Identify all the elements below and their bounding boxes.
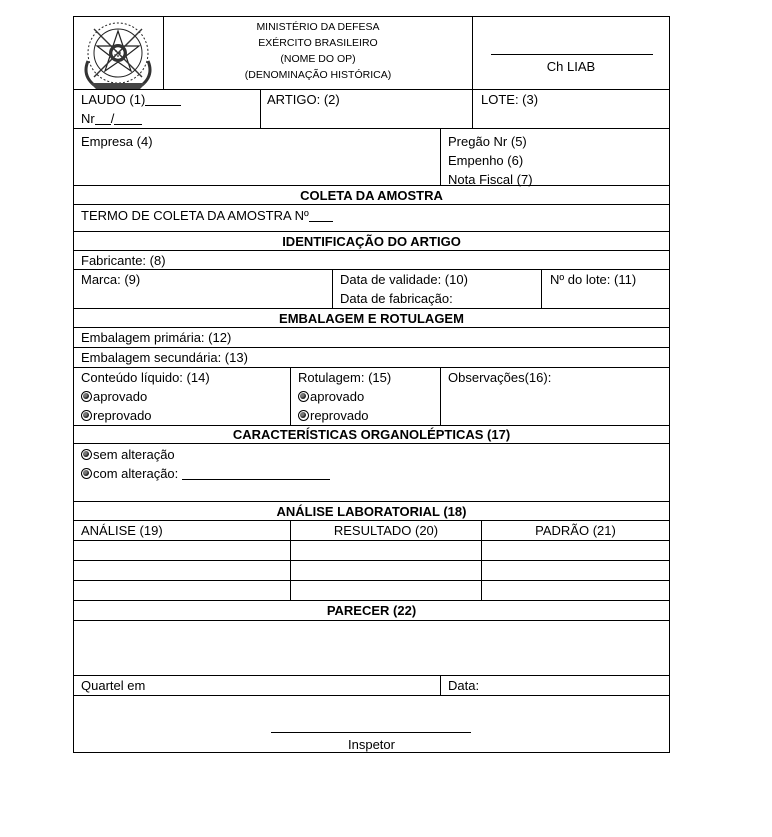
inspetor-row xyxy=(73,696,670,753)
com-alteracao-label: com alteração: xyxy=(93,466,179,481)
coleta-heading-row xyxy=(73,186,670,205)
analise-cell[interactable] xyxy=(74,541,290,560)
empresa-cell: Empresa (4) xyxy=(81,134,153,149)
datas-cell xyxy=(332,270,541,308)
padrao-col-header: PADRÃO (21) xyxy=(481,521,669,540)
organolepticas-cell xyxy=(74,444,669,501)
sem-alteracao-radio[interactable] xyxy=(81,449,92,460)
signature-line xyxy=(491,54,653,55)
rotulagem-aprovado-radio[interactable] xyxy=(298,391,309,402)
padrao-cell[interactable] xyxy=(481,541,669,560)
conteudo-reprovado-radio[interactable] xyxy=(81,410,92,421)
conteudo-aprovado-label: aprovado xyxy=(93,389,148,404)
form-header xyxy=(73,16,670,90)
quartel-em-label: Quartel em xyxy=(81,678,146,693)
rotulagem-label: Rotulagem: (15) xyxy=(298,370,392,385)
sem-alteracao-label: sem alteração xyxy=(93,447,175,462)
embalagem-primaria-row xyxy=(73,328,670,348)
resultado-cell[interactable] xyxy=(290,541,481,560)
analise-heading: ANÁLISE LABORATORIAL (18) xyxy=(276,504,467,519)
conteudo-reprovado-label: reprovado xyxy=(93,408,152,423)
analise-heading-row xyxy=(73,502,670,521)
embalagem-primaria-label: Embalagem primária: (12) xyxy=(81,330,232,345)
parecer-heading: PARECER (22) xyxy=(326,603,417,618)
laudo-nr-label: Nr xyxy=(81,111,95,126)
inspetor-label: Inspetor xyxy=(348,737,395,752)
nota-fiscal-label: Nota Fiscal (7) xyxy=(448,172,533,187)
laudo-nr-separator: / xyxy=(110,111,115,126)
laudo-number-blank[interactable] xyxy=(145,92,181,106)
org-line-denominacao: (DENOMINAÇÃO HISTÓRICA) xyxy=(244,69,392,81)
quartel-row xyxy=(73,676,670,696)
resultado-cell[interactable] xyxy=(290,581,481,600)
table-row xyxy=(73,561,670,581)
analise-col-header: ANÁLISE (19) xyxy=(81,523,163,538)
coat-of-arms-icon xyxy=(74,17,163,89)
signature-block xyxy=(472,17,669,89)
marca-row xyxy=(73,270,670,309)
laudo-year-blank[interactable] xyxy=(114,111,142,125)
org-line-exercito: EXÉRCITO BRASILEIRO xyxy=(258,37,378,49)
parecer-heading-row xyxy=(73,601,670,621)
conteudo-liquido-label: Conteúdo líquido: (14) xyxy=(81,370,210,385)
pregao-label: Pregão Nr (5) xyxy=(448,134,527,149)
conteudo-rotulagem-row xyxy=(73,368,670,426)
resultado-col-header: RESULTADO (20) xyxy=(290,521,481,540)
lote-cell: LOTE: (3) xyxy=(472,90,669,128)
numero-lote-label: Nº do lote: (11) xyxy=(541,270,669,308)
identificacao-heading-row xyxy=(73,232,670,251)
table-row xyxy=(73,581,670,601)
empenho-label: Empenho (6) xyxy=(448,153,524,168)
rotulagem-cell xyxy=(290,368,440,425)
embalagem-secundaria-row xyxy=(73,348,670,368)
com-alteracao-blank[interactable] xyxy=(182,466,330,480)
laudo-nr-blank[interactable] xyxy=(95,111,111,125)
coleta-heading: COLETA DA AMOSTRA xyxy=(300,188,443,203)
embalagem-heading: EMBALAGEM E ROTULAGEM xyxy=(279,311,464,326)
embalagem-heading-row xyxy=(73,309,670,328)
observacoes-label: Observações(16): xyxy=(440,368,669,425)
organolepticas-heading: CARACTERÍSTICAS ORGANOLÉPTICAS (17) xyxy=(232,427,511,442)
laudo-form xyxy=(73,16,670,753)
artigo-cell: ARTIGO: (2) xyxy=(260,90,472,128)
signature-role: Ch LIAB xyxy=(546,59,596,74)
laudo-row xyxy=(73,90,670,129)
analise-cell[interactable] xyxy=(74,561,290,580)
termo-coleta-label: TERMO DE COLETA DA AMOSTRA Nº xyxy=(81,208,309,223)
parecer-body[interactable] xyxy=(73,621,670,676)
com-alteracao-radio[interactable] xyxy=(81,468,92,479)
identificacao-heading: IDENTIFICAÇÃO DO ARTIGO xyxy=(282,234,461,249)
organolepticas-heading-row xyxy=(73,426,670,444)
rotulagem-reprovado-label: reprovado xyxy=(310,408,369,423)
laudo-label: LAUDO (1) xyxy=(81,92,146,107)
termo-coleta-cell xyxy=(74,205,669,231)
data-label: Data: xyxy=(440,676,669,695)
marca-label: Marca: (9) xyxy=(81,272,141,287)
organolepticas-row xyxy=(73,444,670,502)
fabricante-row xyxy=(73,251,670,270)
termo-coleta-row xyxy=(73,205,670,232)
conteudo-liquido-cell xyxy=(74,368,290,425)
inspetor-signature-line xyxy=(271,732,471,733)
data-fabricacao-label: Data de fabricação: xyxy=(340,291,453,306)
rotulagem-reprovado-radio[interactable] xyxy=(298,410,309,421)
fabricante-label: Fabricante: (8) xyxy=(81,253,166,268)
empresa-row xyxy=(73,129,670,186)
analise-table-header xyxy=(73,521,670,541)
org-line-nome-op: (NOME DO OP) xyxy=(280,53,356,65)
embalagem-secundaria-label: Embalagem secundária: (13) xyxy=(81,350,248,365)
rotulagem-aprovado-label: aprovado xyxy=(310,389,365,404)
laudo-cell xyxy=(74,90,260,128)
termo-coleta-blank[interactable] xyxy=(309,208,333,222)
organization-block xyxy=(163,17,472,89)
table-row xyxy=(73,541,670,561)
analise-cell[interactable] xyxy=(74,581,290,600)
resultado-cell[interactable] xyxy=(290,561,481,580)
padrao-cell[interactable] xyxy=(481,561,669,580)
padrao-cell[interactable] xyxy=(481,581,669,600)
compra-cell xyxy=(440,129,669,185)
org-line-ministerio: MINISTÉRIO DA DEFESA xyxy=(256,21,380,33)
data-validade-label: Data de validade: (10) xyxy=(340,272,468,287)
conteudo-aprovado-radio[interactable] xyxy=(81,391,92,402)
